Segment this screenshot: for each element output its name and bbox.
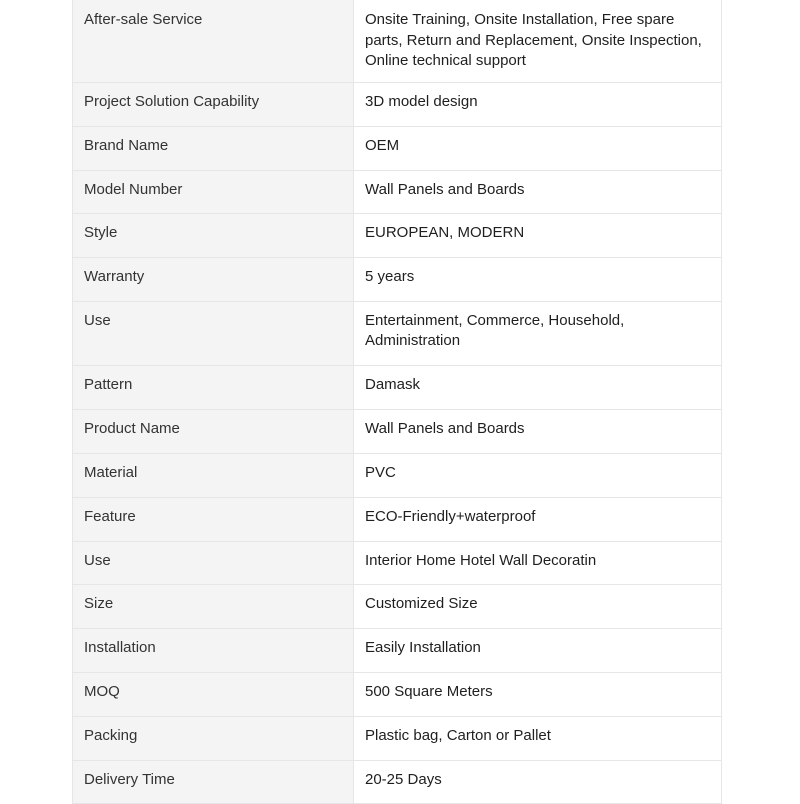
table-row: [73, 83, 722, 127]
spec-key: Installation: [73, 629, 354, 673]
table-row: [73, 585, 722, 629]
table-row: [73, 410, 722, 454]
spec-key: Project Solution Capability: [73, 83, 354, 127]
table-row: [73, 673, 722, 717]
spec-key: Size: [73, 585, 354, 629]
table-row: [73, 541, 722, 585]
table-row: [73, 170, 722, 214]
spec-value: Entertainment, Commerce, Household, Administration: [354, 301, 722, 366]
product-spec-table: [72, 0, 722, 804]
spec-key: Brand Name: [73, 126, 354, 170]
spec-key: Warranty: [73, 258, 354, 302]
spec-key: After-sale Service: [73, 0, 354, 83]
table-row: [73, 126, 722, 170]
spec-key: Product Name: [73, 410, 354, 454]
table-row: [73, 716, 722, 760]
spec-value: 500 Square Meters: [354, 673, 722, 717]
table-row: [73, 214, 722, 258]
table-row: [73, 366, 722, 410]
spec-value: Wall Panels and Boards: [354, 410, 722, 454]
spec-value: Customized Size: [354, 585, 722, 629]
spec-value: Wall Panels and Boards: [354, 170, 722, 214]
spec-value: Interior Home Hotel Wall Decoratin: [354, 541, 722, 585]
spec-value: 5 years: [354, 258, 722, 302]
spec-value: Onsite Training, Onsite Installation, Free spare parts, Return and Replacement, Onsite Inspection, Online technical support: [354, 0, 722, 83]
spec-value: Plastic bag, Carton or Pallet: [354, 716, 722, 760]
table-row: [73, 760, 722, 804]
spec-key: Pattern: [73, 366, 354, 410]
spec-key: MOQ: [73, 673, 354, 717]
spec-key: Material: [73, 454, 354, 498]
spec-key: Use: [73, 541, 354, 585]
spec-key: Packing: [73, 716, 354, 760]
spec-value: PVC: [354, 454, 722, 498]
table-row: [73, 629, 722, 673]
table-row: [73, 0, 722, 83]
table-row: [73, 497, 722, 541]
spec-key: Model Number: [73, 170, 354, 214]
spec-value: Damask: [354, 366, 722, 410]
spec-key: Delivery Time: [73, 760, 354, 804]
spec-value: 3D model design: [354, 83, 722, 127]
table-row: [73, 301, 722, 366]
spec-value: OEM: [354, 126, 722, 170]
spec-key: Use: [73, 301, 354, 366]
table-row: [73, 258, 722, 302]
spec-key: Style: [73, 214, 354, 258]
spec-value: ECO-Friendly+waterproof: [354, 497, 722, 541]
spec-value: EUROPEAN, MODERN: [354, 214, 722, 258]
table-row: [73, 454, 722, 498]
spec-key: Feature: [73, 497, 354, 541]
spec-value: 20-25 Days: [354, 760, 722, 804]
spec-value: Easily Installation: [354, 629, 722, 673]
